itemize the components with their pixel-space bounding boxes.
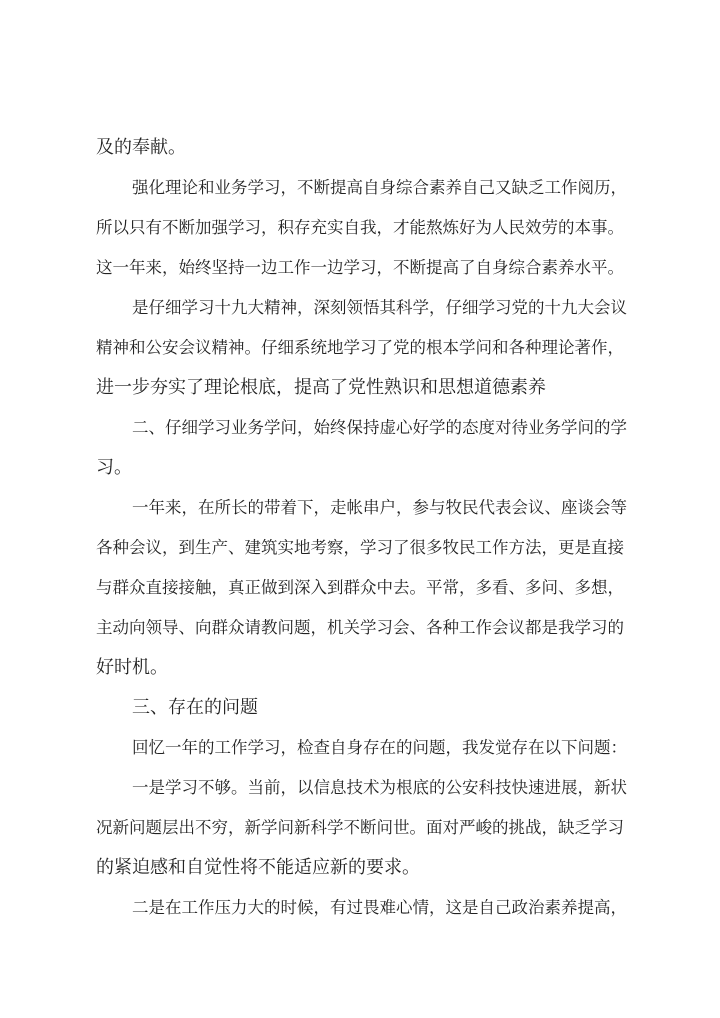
text-line: 进一步夯实了理论根底，提高了党性熟识和思想道德素养 (96, 377, 546, 398)
text-line: 强化理论和业务学习，不断提高自身综合素养自己又缺乏工作阅历， (132, 178, 627, 197)
text-line: 所以只有不断加强学习，积存充实自我，才能熬炼好为人民效劳的本事。 (96, 218, 624, 237)
text-line: 的紧迫感和自觉性将不能适应新的要求。 (96, 857, 420, 878)
text-line: 二是在工作压力大的时候，有过畏难心情，这是自己政治素养提高， (132, 898, 627, 917)
text-line: 主动向领导、向群众请教问题，机关学习会、各种工作会议都是我学习的 (96, 618, 624, 637)
text-line: 好时机。 (96, 657, 168, 678)
text-line: 回忆一年的工作学习，检查自身存在的问题，我发觉存在以下问题： (132, 738, 627, 757)
text-line: 二、仔细学习业务学问，始终保持虚心好学的态度对待业务学问的学 (132, 418, 627, 437)
text-line: 一是学习不够。当前，以信息技术为根底的公安科技快速进展，新状 (132, 778, 627, 797)
text-line: 三、存在的问题 (132, 697, 258, 718)
text-line: 及的奉献。 (96, 137, 186, 158)
text-line: 习。 (96, 457, 132, 478)
text-line: 精神和公安会议精神。仔细系统地学习了党的根本学问和各种理论著作， (96, 338, 624, 357)
text-line: 这一年来，始终坚持一边工作一边学习，不断提高了自身综合素养水平。 (96, 258, 624, 277)
text-line: 各种会议，到生产、建筑实地考察，学习了很多牧民工作方法，更是直接 (96, 538, 624, 557)
text-line: 况新问题层出不穷，新学问新科学不断问世。面对严峻的挑战，缺乏学习 (96, 818, 624, 837)
document-body (96, 128, 636, 928)
text-line: 一年来，在所长的带着下，走帐串户，参与牧民代表会议、座谈会等 (132, 498, 627, 517)
text-line: 是仔细学习十九大精神，深刻领悟其科学，仔细学习党的十九大会议 (132, 298, 627, 317)
text-line: 与群众直接接触，真正做到深入到群众中去。平常，多看、多问、多想， (96, 578, 624, 597)
